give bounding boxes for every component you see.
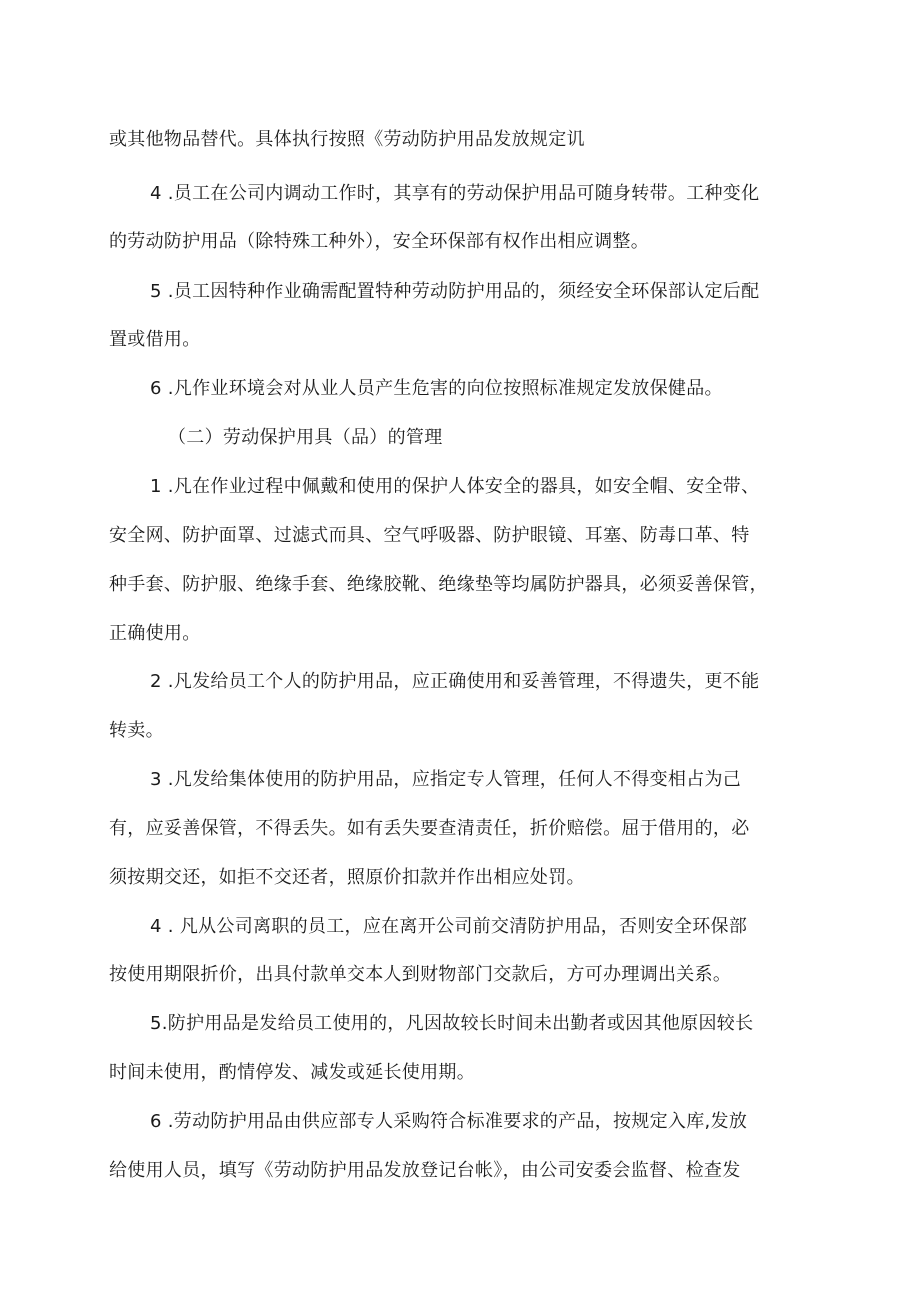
text-line: 4 . 凡从公司离职的员工，应在离开公司前交清防护用品，否则安全环保部: [150, 916, 748, 937]
text-line: 1 .凡在作业过程中佩戴和使用的保护人体安全的器具，如安全帽、安全带、: [150, 476, 760, 497]
text-line: 时间未使用，酌情停发、减发或延长使用期。: [109, 1062, 475, 1083]
text-line: 5.防护用品是发给员工使用的，凡因故较长时间未出勤者或因其他原因较长: [150, 1013, 754, 1034]
text-line: 5 .员工因特种作业确需配置特种劳动防护用品的，须经安全环保部认定后配: [150, 281, 760, 302]
text-line: 正确使用。: [109, 623, 201, 644]
text-line: 的劳动防护用品（除特殊工种外），安全环保部有权作出相应调整。: [109, 231, 649, 252]
text-line: 2 .凡发给员工个人的防护用品，应正确使用和妥善管理，不得遗失，更不能: [150, 671, 760, 692]
text-line: 安全网、防护面罩、过滤式而具、空气呼吸器、防护眼镜、耳塞、防毒口革、特: [109, 525, 750, 546]
text-line: 6 .凡作业环境会对从业人员产生危害的向位按照标准规定发放保健品。: [150, 378, 723, 399]
text-line: 种手套、防护服、绝缘手套、绝缘胶靴、绝缘垫等均属防护器具，必须妥善保管，: [109, 574, 768, 595]
text-line: 或其他物品替代。具体执行按照《劳动防护用品发放规定讥: [109, 129, 585, 150]
text-line: 4 .员工在公司内调动工作时，其享有的劳动保护用品可随身转带。工种变化: [150, 183, 760, 204]
text-line: 有，应妥善保管，不得丢失。如有丢失要查清责任，折价赔偿。屈于借用的，必: [109, 818, 750, 839]
text-line: 置或借用。: [109, 329, 201, 350]
text-line: 6 .劳动防护用品由供应部专人采购符合标准要求的产品，按规定入库,发放: [150, 1111, 748, 1132]
text-line: 3 .凡发给集体使用的防护用品，应指定专人管理，任何人不得变相占为己: [150, 769, 742, 790]
text-line: 按使用期限折价，出具付款单交本人到财物部门交款后，方可办理调出关系。: [109, 964, 732, 985]
text-line: 转卖。: [109, 720, 164, 741]
text-line: 给使用人员，填写《劳动防护用品发放登记台帐》，由公司安委会监督、检查发: [109, 1160, 741, 1181]
section-heading: （二）劳动保护用具（品）的管理: [168, 427, 443, 448]
text-line: 须按期交还，如拒不交还者，照原价扣款并作出相应处罚。: [109, 867, 585, 888]
